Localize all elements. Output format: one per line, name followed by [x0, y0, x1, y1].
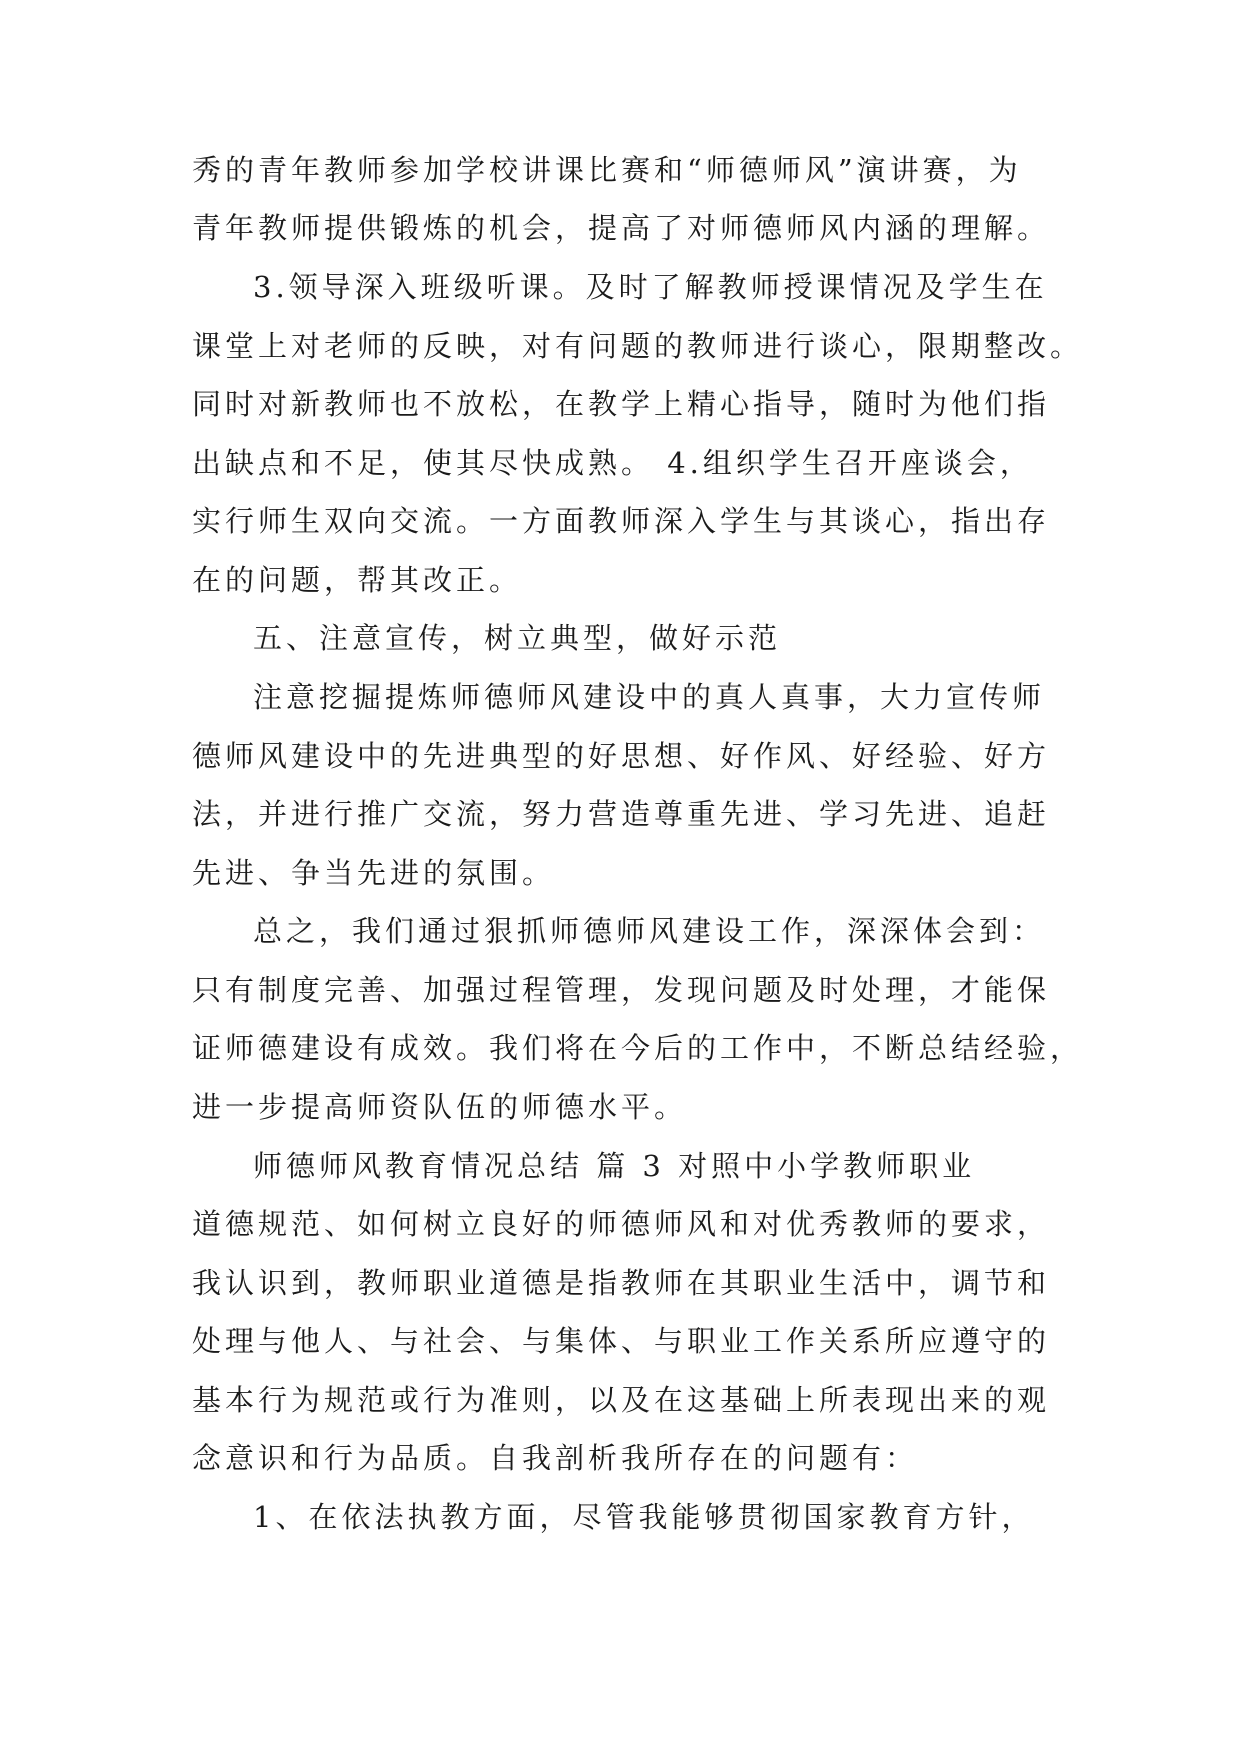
text-line: 处理与他人、与社会、与集体、与职业工作关系所应遵守的 — [192, 1324, 1051, 1358]
text-line: 道德规范、如何树立良好的师德师风和对优秀教师的要求， — [192, 1207, 1051, 1241]
text-line: 出缺点和不足，使其尽快成熟。 4.组织学生召开座谈会， — [192, 446, 1033, 480]
text-line: 念意识和行为品质。自我剖析我所存在的问题有： — [192, 1441, 919, 1475]
text-line: 在的问题，帮其改正。 — [192, 563, 523, 597]
text-line: 课堂上对老师的反映，对有问题的教师进行谈心，限期整改。 — [192, 329, 1084, 363]
text-line: 法，并进行推广交流，努力营造尊重先进、学习先进、追赶 — [192, 797, 1051, 831]
text-line: 进一步提高师资队伍的师德水平。 — [192, 1090, 688, 1124]
text-line: 先进、争当先进的氛围。 — [192, 856, 556, 890]
text-line: 同时对新教师也不放松，在教学上精心指导，随时为他们指 — [192, 387, 1051, 421]
text-line: 1、在依法执教方面，尽管我能够贯彻国家教育方针， — [253, 1500, 1035, 1534]
text-line: 注意挖掘提炼师德师风建设中的真人真事，大力宣传师 — [253, 680, 1046, 714]
section-title: 师德师风教育情况总结 篇 3 对照中小学教师职业 — [253, 1149, 976, 1183]
text-line: 总之，我们通过狠抓师德师风建设工作，深深体会到： — [253, 914, 1046, 948]
section-heading: 五、注意宣传，树立典型，做好示范 — [253, 621, 782, 655]
text-line: 基本行为规范或行为准则，以及在这基础上所表现出来的观 — [192, 1383, 1051, 1417]
text-line: 实行师生双向交流。一方面教师深入学生与其谈心，指出存 — [192, 504, 1051, 538]
text-line: 只有制度完善、加强过程管理，发现问题及时处理，才能保 — [192, 973, 1051, 1007]
text-line: 德师风建设中的先进典型的好思想、好作风、好经验、好方 — [192, 739, 1051, 773]
text-line: 证师德建设有成效。我们将在今后的工作中，不断总结经验， — [192, 1031, 1084, 1065]
text-line: 秀的青年教师参加学校讲课比赛和“师德师风”演讲赛，为 — [192, 153, 1022, 187]
text-line: 3.领导深入班级听课。及时了解教师授课情况及学生在 — [253, 270, 1048, 304]
text-line: 青年教师提供锻炼的机会，提高了对师德师风内涵的理解。 — [192, 211, 1051, 245]
text-line: 我认识到，教师职业道德是指教师在其职业生活中，调节和 — [192, 1266, 1051, 1300]
